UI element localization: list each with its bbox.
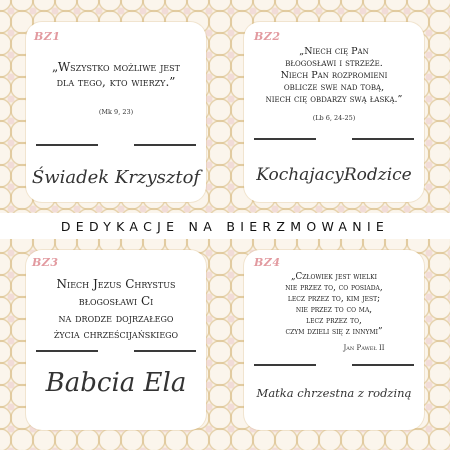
divider-lines [254,138,414,140]
signature: Matka chrzestna z rodziną [256,386,412,400]
divider-lines [36,144,196,146]
card-code-badge: BZ1 [34,30,61,43]
card-quote [252,46,416,105]
divider-lines [254,364,414,366]
card-code-badge: BZ3 [32,256,59,269]
quote-line: „Wszystko możliwe jest [52,60,180,74]
quote-line: błogosławi i strzeże. [285,57,383,69]
quote-line: „Człowiek jest wielki [290,272,378,282]
signature: KochajacyRodzice [256,165,412,185]
divider-lines [36,350,196,352]
card-quote [34,276,198,343]
dedication-card-2[interactable] [244,22,424,202]
quote-line: na drodze dojrzałego [58,310,174,325]
quote-line: niech cię obdarzy swą łaską.” [265,93,403,105]
page-title: DEDYKACJE NA BIERZMOWANIE [0,213,450,239]
quote-line: lecz przez to, kim jest; [287,293,381,304]
quote-line: Niech Pan rozpromieni [280,69,388,81]
card-code-badge: BZ2 [254,30,281,43]
signature: Świadek Krzysztof [31,167,201,188]
quote-line: czym dzieli się z innymi” [285,326,383,337]
quote-source: Jan Paweł II [343,344,385,352]
quote-line: nie przez to, co posiada, [285,282,383,293]
card-quote [34,60,198,90]
dedication-card-1[interactable] [26,22,206,202]
dedication-card-3[interactable] [26,250,206,430]
dedication-card-4[interactable] [244,250,424,430]
quote-line: lecz przez to, [306,315,362,326]
card-code-badge: BZ4 [254,256,281,269]
quote-source: (Lb 6, 24-25) [312,114,356,122]
quote-line: życia chrześcijańskiego [53,327,179,342]
quote-line: dla tego, kto wierzy.” [56,75,176,89]
quote-line: oblicze swe nad tobą, [283,81,385,93]
quote-source: (Mk 9, 23) [98,108,134,116]
quote-line: „Niech cię Pan [299,46,369,57]
quote-line: błogosławi Ci [78,293,154,308]
signature: Babcia Ela [45,368,187,398]
quote-line: nie przez to co ma, [295,304,373,315]
quote-line: Niech Jezus Chrystus [56,277,176,291]
card-quote [252,272,416,338]
